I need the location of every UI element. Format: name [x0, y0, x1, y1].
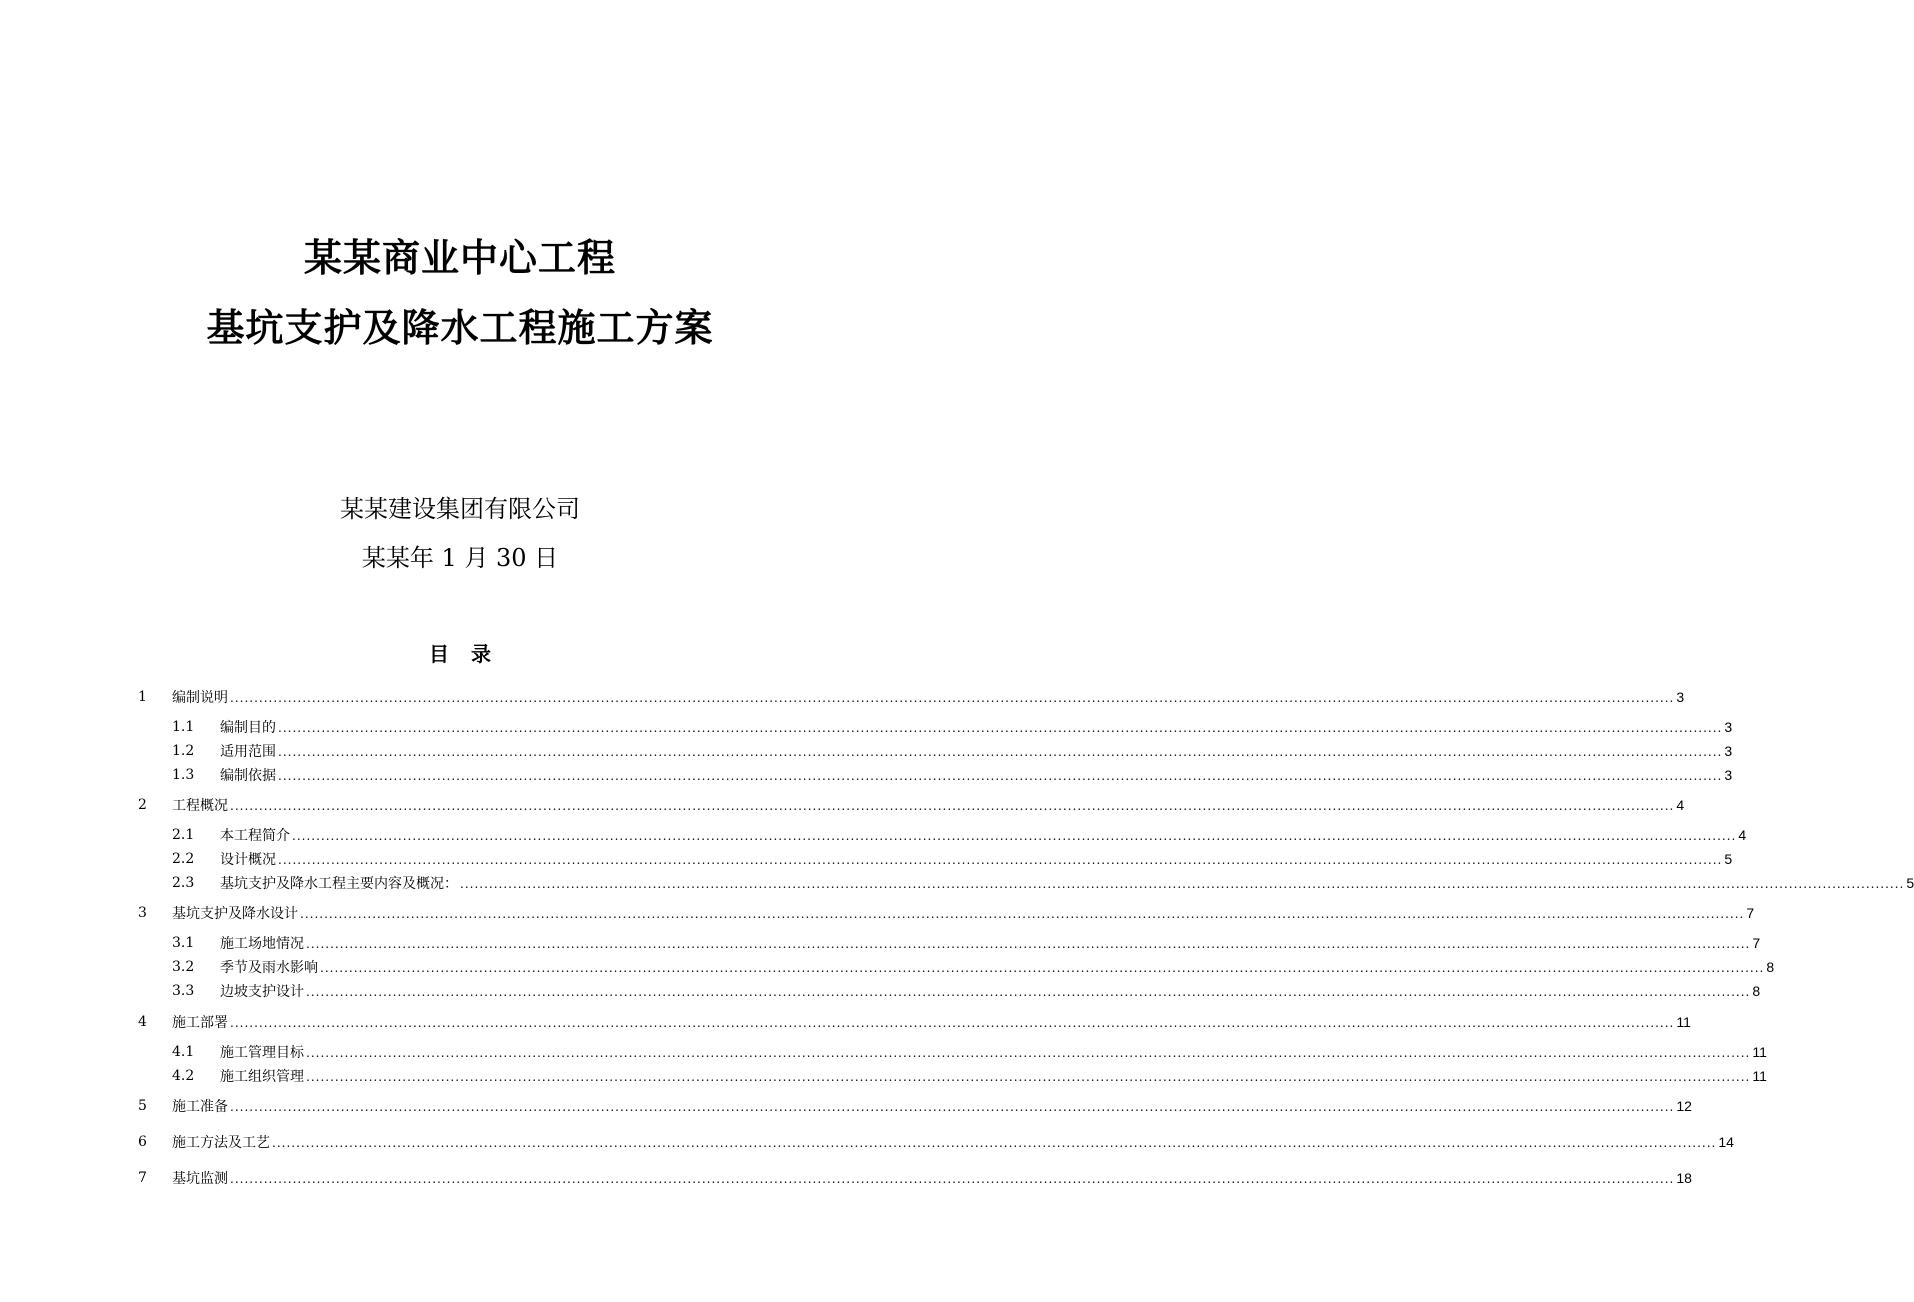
toc-entry-number: 1: [138, 689, 147, 705]
toc-entry-number: 3.2: [172, 959, 195, 975]
toc-entry-title: 工程概况: [172, 798, 228, 814]
toc-entry[interactable]: [0, 1167, 1692, 1189]
toc-entry-page-number: 5: [1724, 851, 1733, 867]
toc-dot-leader: ............................................................................................................................................................................................................................................................................................................: [278, 769, 1723, 783]
toc-dot-leader: ............................................................................................................................................................................................................................................................................................................: [306, 1070, 1751, 1084]
toc-entry-title: 编制说明: [172, 690, 228, 706]
toc-entry-number: 1.3: [172, 767, 195, 783]
toc-dot-leader: ............................................................................................................................................................................................................................................................................................................: [300, 907, 1745, 921]
toc-entry[interactable]: [0, 932, 1761, 954]
toc-entry-page-number: 12: [1676, 1098, 1692, 1114]
toc-entry-page-number: 11: [1752, 1068, 1767, 1084]
toc-entry-title: 基坑支护及降水设计: [172, 906, 298, 922]
toc-entry[interactable]: [0, 980, 1761, 1002]
company-name: 某某建设集团有限公司: [340, 495, 580, 523]
toc-entry-page-number: 3: [1724, 719, 1733, 735]
toc-entry[interactable]: [0, 686, 1685, 708]
toc-entry[interactable]: [0, 716, 1733, 738]
toc-entry-page-number: 8: [1752, 983, 1761, 999]
toc-dot-leader: ............................................................................................................................................................................................................................................................................................................: [278, 721, 1723, 735]
toc-entry-page-number: 18: [1676, 1170, 1692, 1186]
toc-dot-leader: ............................................................................................................................................................................................................................................................................................................: [230, 1100, 1675, 1114]
toc-entry-page-number: 3: [1676, 689, 1685, 705]
toc-dot-leader: ............................................................................................................................................................................................................................................................................................................: [292, 829, 1737, 843]
toc-entry[interactable]: [0, 848, 1733, 870]
toc-dot-leader: ............................................................................................................................................................................................................................................................................................................: [306, 937, 1751, 951]
toc-entry[interactable]: [0, 1011, 1691, 1033]
toc-entry[interactable]: [0, 764, 1733, 786]
toc-entry[interactable]: [0, 1065, 1767, 1087]
toc-entry-number: 2.1: [172, 827, 195, 843]
toc-entry[interactable]: [0, 872, 1914, 894]
toc-entry-number: 2.3: [172, 875, 195, 891]
document-date: 某某年 1 月 30 日: [361, 544, 559, 572]
toc-entry[interactable]: [0, 1041, 1767, 1063]
toc-dot-leader: ............................................................................................................................................................................................................................................................................................................: [320, 961, 1765, 975]
toc-entry-title: 施工组织管理: [220, 1069, 304, 1085]
toc-entry-title: 施工部署: [172, 1015, 228, 1031]
toc-entry-title: 编制依据: [220, 768, 276, 784]
toc-dot-leader: ............................................................................................................................................................................................................................................................................................................: [278, 853, 1723, 867]
toc-entry-title: 边坡支护设计: [220, 984, 304, 1000]
toc-heading: 目录: [429, 642, 513, 666]
toc-entry-title: 本工程简介: [220, 828, 290, 844]
toc-entry-number: 4.2: [172, 1068, 195, 1084]
toc-dot-leader: ............................................................................................................................................................................................................................................................................................................: [306, 985, 1751, 999]
toc-entry-number: 2: [138, 797, 147, 813]
toc-entry-page-number: 11: [1676, 1014, 1691, 1030]
toc-entry-title: 施工方法及工艺: [172, 1135, 270, 1151]
toc-entry-title: 编制目的: [220, 720, 276, 736]
toc-entry-page-number: 7: [1752, 935, 1761, 951]
document-title-line-1: 某某商业中心工程: [303, 236, 616, 280]
toc-entry-number: 7: [138, 1170, 147, 1186]
toc-entry-title: 季节及雨水影响: [220, 960, 318, 976]
toc-dot-leader: ............................................................................................................................................................................................................................................................................................................: [272, 1136, 1717, 1150]
toc-entry-number: 3: [138, 905, 147, 921]
toc-entry-page-number: 5: [1906, 875, 1914, 891]
toc-entry-page-number: 14: [1718, 1134, 1734, 1150]
toc-entry[interactable]: [0, 1131, 1734, 1153]
toc-entry-title: 施工场地情况: [220, 936, 304, 952]
toc-entry[interactable]: [0, 794, 1685, 816]
toc-entry[interactable]: [0, 740, 1733, 762]
toc-entry-page-number: 7: [1746, 905, 1755, 921]
toc-entry-title: 基坑支护及降水工程主要内容及概况：: [220, 876, 458, 892]
toc-entry[interactable]: [0, 1095, 1692, 1117]
toc-entry-page-number: 3: [1724, 743, 1733, 759]
toc-entry-title: 施工准备: [172, 1099, 228, 1115]
toc-entry-number: 1.1: [172, 719, 195, 735]
toc-entry-title: 施工管理目标: [220, 1045, 304, 1061]
toc-dot-leader: ............................................................................................................................................................................................................................................................................................................: [278, 745, 1723, 759]
toc-entry-number: 4.1: [172, 1044, 195, 1060]
toc-dot-leader: ............................................................................................................................................................................................................................................................................................................: [230, 1016, 1675, 1030]
toc-entry-page-number: 11: [1752, 1044, 1767, 1060]
toc-entry-page-number: 3: [1724, 767, 1733, 783]
toc-dot-leader: ............................................................................................................................................................................................................................................................................................................: [306, 1046, 1751, 1060]
toc-entry-page-number: 8: [1766, 959, 1775, 975]
toc-entry-number: 1.2: [172, 743, 195, 759]
toc-entry-title: 设计概况: [220, 852, 276, 868]
toc-entry-number: 4: [138, 1014, 147, 1030]
toc-entry-number: 5: [138, 1098, 147, 1114]
toc-entry-title: 基坑监测: [172, 1171, 228, 1187]
toc-dot-leader: ............................................................................................................................................................................................................................................................................................................: [230, 799, 1675, 813]
toc-entry-title: 适用范围: [220, 744, 276, 760]
toc-entry-number: 6: [138, 1134, 147, 1150]
toc-entry-page-number: 4: [1738, 827, 1747, 843]
toc-entry[interactable]: [0, 956, 1775, 978]
toc-dot-leader: ............................................................................................................................................................................................................................................................................................................: [230, 691, 1675, 705]
toc-entry-page-number: 4: [1676, 797, 1685, 813]
toc-entry[interactable]: [0, 902, 1755, 924]
toc-dot-leader: ............................................................................................................................................................................................................................................................................................................: [460, 877, 1905, 891]
toc-entry[interactable]: [0, 824, 1747, 846]
toc-dot-leader: ............................................................................................................................................................................................................................................................................................................: [230, 1172, 1675, 1186]
toc-entry-number: 3.1: [172, 935, 195, 951]
toc-entry-number: 2.2: [172, 851, 195, 867]
document-title-line-2: 基坑支护及降水工程施工方案: [206, 306, 714, 350]
toc-entry-number: 3.3: [172, 983, 195, 999]
